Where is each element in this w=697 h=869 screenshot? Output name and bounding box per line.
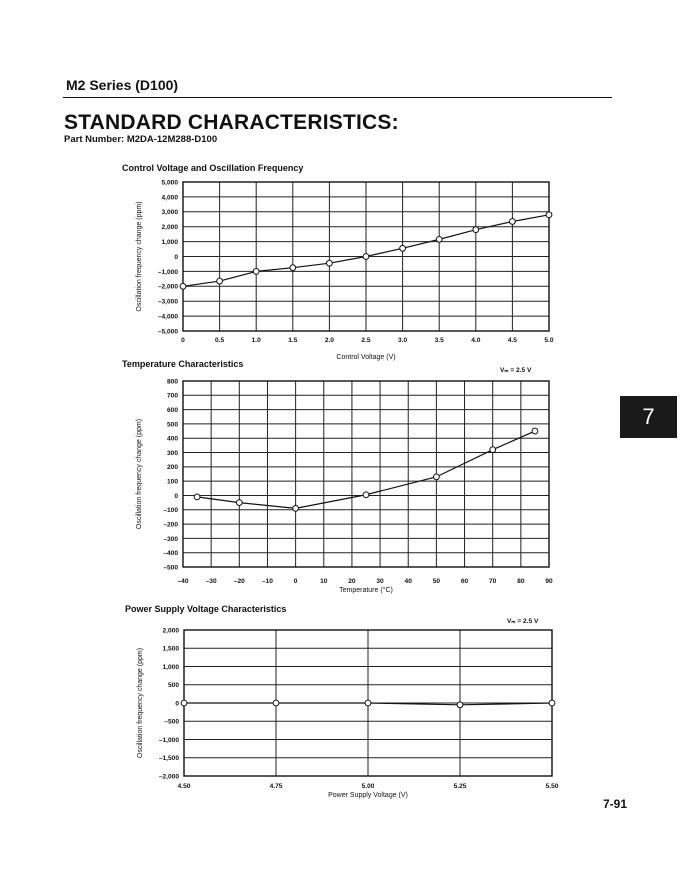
chart-3 bbox=[125, 604, 559, 799]
x-tick-label: 3.5 bbox=[434, 337, 444, 344]
x-tick-label: 2.5 bbox=[361, 337, 371, 344]
data-point bbox=[363, 492, 369, 498]
y-tick-label: 4,000 bbox=[161, 194, 178, 202]
x-tick-label: 4.50 bbox=[177, 783, 191, 790]
x-tick-label: –20 bbox=[233, 578, 245, 585]
x-tick-label: 20 bbox=[348, 578, 356, 585]
data-point bbox=[363, 254, 369, 260]
y-tick-label: –5,000 bbox=[157, 328, 178, 336]
y-tick-label: 700 bbox=[166, 392, 178, 400]
plot-frame bbox=[183, 381, 549, 567]
x-tick-label: 5.00 bbox=[361, 783, 375, 790]
x-tick-label: 3.0 bbox=[398, 337, 408, 344]
y-tick-label: 200 bbox=[166, 464, 178, 472]
x-tick-label: 0 bbox=[181, 337, 185, 344]
y-tick-label: 0 bbox=[174, 492, 178, 500]
data-point bbox=[290, 265, 296, 271]
y-tick-label: –500 bbox=[164, 718, 179, 726]
y-tick-label: 2,000 bbox=[161, 224, 178, 232]
y-tick-label: 400 bbox=[166, 435, 178, 443]
y-tick-label: 3,000 bbox=[161, 209, 178, 217]
chart-title: Temperature Characteristics bbox=[122, 359, 244, 369]
x-tick-label: 1.0 bbox=[251, 337, 261, 344]
y-tick-label: 0 bbox=[175, 700, 179, 708]
part-number: Part Number: M2DA-12M288-D100 bbox=[64, 134, 218, 145]
y-tick-label: 100 bbox=[166, 478, 178, 486]
page-number: 7-91 bbox=[603, 797, 628, 811]
x-tick-label: 5.0 bbox=[544, 337, 554, 344]
y-tick-label: 300 bbox=[166, 449, 178, 457]
y-tick-label: 1,500 bbox=[162, 645, 179, 653]
x-tick-label: 1.5 bbox=[288, 337, 298, 344]
y-tick-label: –200 bbox=[163, 521, 178, 529]
data-point bbox=[400, 245, 406, 251]
x-tick-label: 60 bbox=[460, 578, 469, 585]
x-tick-label: –10 bbox=[261, 578, 273, 585]
x-tick-label: 5.25 bbox=[453, 783, 467, 790]
x-tick-label: –30 bbox=[205, 578, 217, 585]
y-tick-label: 2,000 bbox=[162, 627, 179, 635]
x-tick-label: 90 bbox=[545, 578, 553, 585]
data-point bbox=[327, 260, 333, 266]
x-tick-label: 40 bbox=[404, 578, 412, 585]
chart-title: Control Voltage and Oscillation Frequency bbox=[122, 163, 304, 173]
x-axis-label: Power Supply Voltage (V) bbox=[328, 792, 408, 799]
y-tick-label: 5,000 bbox=[161, 179, 178, 187]
data-point bbox=[546, 212, 552, 218]
y-tick-label: –2,000 bbox=[157, 283, 178, 291]
y-tick-label: 1,000 bbox=[161, 239, 178, 246]
y-tick-label: 1,000 bbox=[162, 663, 179, 671]
x-tick-label: –40 bbox=[177, 578, 189, 585]
data-point bbox=[236, 500, 242, 506]
chart-annotation: Vₘ = 2.5 V bbox=[507, 618, 539, 625]
data-point bbox=[253, 269, 259, 275]
y-tick-label: 600 bbox=[166, 407, 178, 415]
data-point bbox=[180, 283, 186, 289]
data-point bbox=[181, 700, 187, 706]
x-axis-label: Control Voltage (V) bbox=[336, 354, 396, 361]
x-tick-label: 50 bbox=[432, 578, 441, 585]
chart-2 bbox=[122, 359, 553, 594]
data-point bbox=[436, 236, 442, 242]
data-point bbox=[273, 700, 279, 706]
y-tick-label: –300 bbox=[163, 535, 178, 543]
x-tick-label: 80 bbox=[517, 578, 525, 585]
x-tick-label: 4.0 bbox=[471, 337, 481, 344]
x-tick-label: 30 bbox=[376, 578, 384, 585]
series-heading: M2 Series (D100) bbox=[66, 77, 179, 93]
y-tick-label: –100 bbox=[163, 507, 178, 515]
y-tick-label: –2,000 bbox=[158, 773, 179, 781]
x-tick-label: 4.5 bbox=[507, 337, 517, 344]
x-tick-label: 2.0 bbox=[324, 337, 334, 344]
data-point bbox=[473, 227, 479, 233]
y-tick-label: –4,000 bbox=[157, 313, 178, 321]
x-axis-label: Temperature (°C) bbox=[339, 587, 393, 594]
data-point bbox=[365, 700, 371, 706]
section-tab: 7 bbox=[620, 396, 677, 438]
chart-title: Power Supply Voltage Characteristics bbox=[125, 604, 287, 614]
y-tick-label: –1,000 bbox=[158, 736, 179, 744]
data-point bbox=[532, 428, 538, 434]
y-tick-label: –1,000 bbox=[157, 268, 178, 276]
data-point bbox=[293, 505, 299, 511]
y-axis-label: Oscillation frequency change (ppm) bbox=[136, 418, 143, 530]
y-axis-label: Oscillation frequency change (ppm) bbox=[136, 201, 143, 312]
chart-annotation: Vₘ = 2.5 V bbox=[500, 367, 532, 374]
data-point bbox=[490, 447, 496, 453]
x-tick-label: 70 bbox=[489, 578, 497, 585]
y-tick-label: 800 bbox=[166, 378, 178, 386]
y-tick-label: 500 bbox=[167, 682, 179, 690]
y-tick-label: –500 bbox=[163, 564, 178, 572]
x-tick-label: 5.50 bbox=[545, 783, 559, 790]
x-tick-label: 0 bbox=[293, 578, 298, 585]
y-tick-label: –400 bbox=[163, 550, 178, 558]
x-tick-label: 0.5 bbox=[215, 337, 225, 344]
page-title: STANDARD CHARACTERISTICS: bbox=[64, 111, 399, 134]
y-tick-label: 500 bbox=[166, 421, 178, 429]
data-point bbox=[510, 219, 516, 225]
y-tick-label: –1,500 bbox=[158, 755, 179, 763]
chart-1 bbox=[122, 163, 554, 361]
data-point bbox=[194, 494, 200, 500]
data-point bbox=[549, 700, 555, 706]
data-point bbox=[433, 474, 439, 480]
y-axis-label: Oscillation frequency change (ppm) bbox=[137, 647, 144, 759]
y-tick-label: 0 bbox=[174, 253, 178, 261]
x-tick-label: 10 bbox=[320, 578, 328, 585]
data-point bbox=[217, 278, 223, 284]
x-tick-label: 4.75 bbox=[269, 783, 283, 790]
y-tick-label: –3,000 bbox=[157, 298, 178, 306]
data-point bbox=[457, 702, 463, 708]
